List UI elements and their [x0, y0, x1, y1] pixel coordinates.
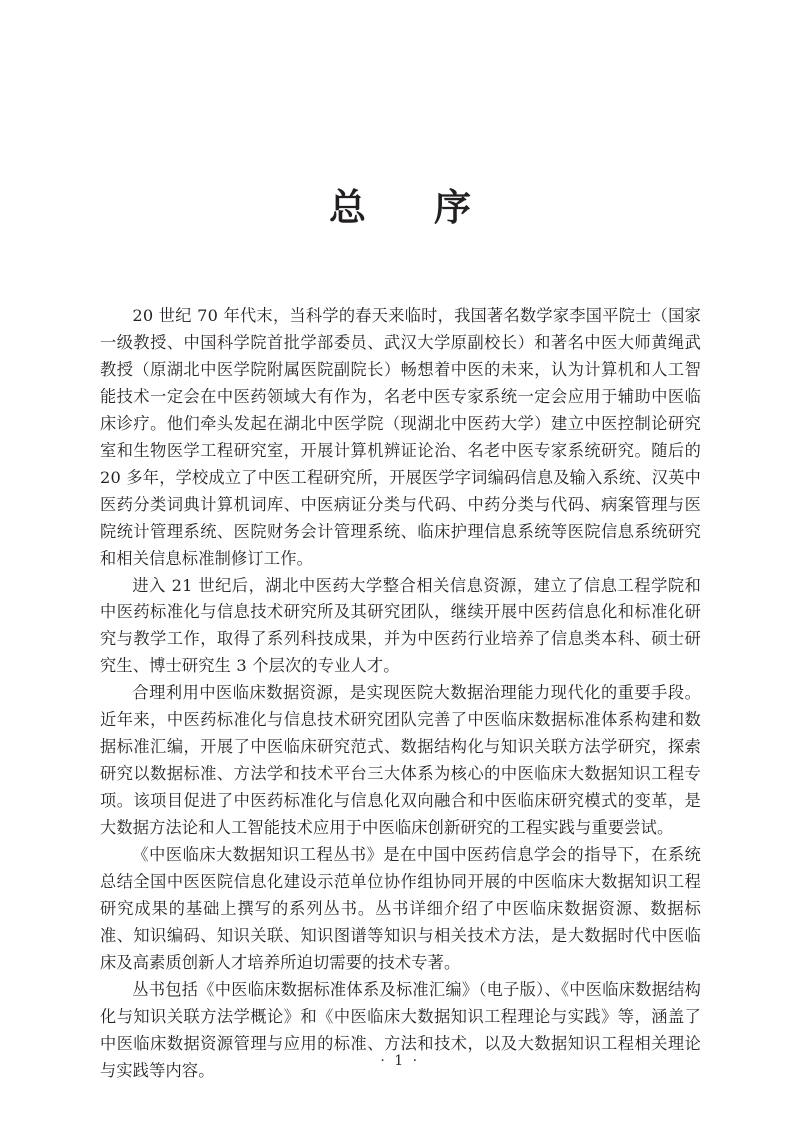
paragraph: 《中医临床大数据知识工程丛书》是在中国中医药信息学会的指导下，在系统总结全国中医医院信息化建设示范单位协作组协同开展的中医临床大数据知识工程研究成果的基础上撰写的系列丛书。丛书详细介绍了中医临床数据资源、数据标准、知识编码、知识关联、知识图谱等知识与相关技术方法，是大数据时代中医临床及高素质创新人才培养所迫切需要的技术专著。: [100, 845, 701, 972]
paragraph: 进入 21 世纪后，湖北中医药大学整合相关信息资源，建立了信息工程学院和中医药标准化与信息技术研究所及其研究团队，继续开展中医药信息化和标准化研究与教学工作，取得了系列科技成果，并为中医药行业培养了信息类本科、硕士研究生、博士研究生 3 个层次的专业人才。: [100, 575, 701, 676]
paragraph: 20 世纪 70 年代末，当科学的春天来临时，我国著名数学家李国平院士（国家一级教授、中国科学院首批学部委员、武汉大学原副校长）和著名中医大师黄绳武教授（原湖北中医学院附属医院副院长）畅想着中医的未来，认为计算机和人工智能技术一定会在中医药领域大有作为，名老中医专家系统一定会应用于辅助中医临床诊疗。他们牵头发起在湖北中医学院（现湖北中医药大学）建立中医控制论研究室和生物医学工程研究室，开展计算机辨证论治、名老中医专家系统研究。随后的 20 多年，学校成立了中医工程研究所，开展医学字词编码信息及输入系统、汉英中医药分类词典计算机词库、中医病证分类与代码、中药分类与代码、病案管理与医院统计管理系统、医院财务会计管理系统、临床护理信息系统等医院信息系统研究和相关信息标准制修订工作。: [100, 306, 701, 568]
paragraph: 丛书包括《中医临床数据标准体系及标准汇编》（电子版）、《中医临床数据结构化与知识关联方法学概论》和《中医临床大数据知识工程理论与实践》等，涵盖了中医临床数据资源管理与应用的标准、方法和技术，以及大数据知识工程相关理论与实践等内容。: [100, 979, 701, 1080]
page-title: 总 序: [328, 184, 487, 229]
body-text-block: [100, 303, 701, 1085]
paragraph: 合理利用中医临床数据资源，是实现医院大数据治理能力现代化的重要手段。近年来，中医药标准化与信息技术研究团队完善了中医临床数据标准体系构建和数据标准汇编，开展了中医临床研究范式、数据结构化与知识关联方法学研究，探索研究以数据标准、方法学和技术平台三大体系为核心的中医临床大数据知识工程专项。该项目促进了中医药标准化与信息化双向融合和中医临床研究模式的变革，是大数据方法论和人工智能技术应用于中医临床创新研究的工程实践与重要尝试。: [100, 683, 701, 838]
page-number: · 1 ·: [380, 1053, 420, 1069]
